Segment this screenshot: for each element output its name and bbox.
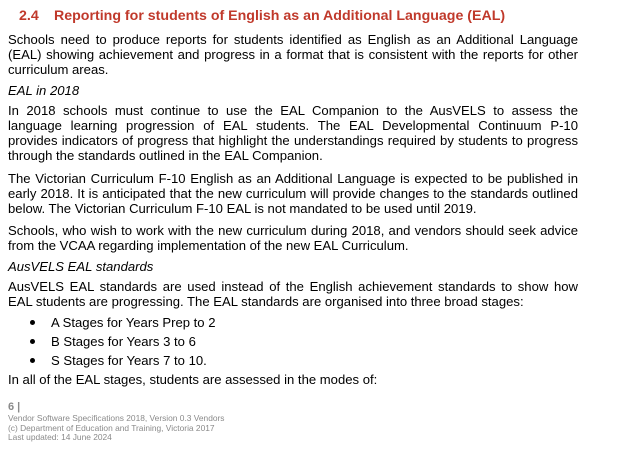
subheading-ausvels: AusVELS EAL standards bbox=[8, 258, 154, 274]
subheading-eal-2018: EAL in 2018 bbox=[8, 82, 80, 98]
bullet-icon bbox=[30, 339, 35, 344]
page-footer bbox=[8, 401, 225, 443]
paragraph-victorian-curriculum: The Victorian Curriculum F-10 English as an Additional Language is expected to be published in early 2018. It is anticipated that the new curriculum will provide changes to the standards outlined below. The Victorian Curriculum F-10 EAL is not mandated to be used until 2019. bbox=[8, 170, 578, 217]
bullet-icon bbox=[30, 320, 35, 325]
paragraph-ausvels-standards: AusVELS EAL standards are used instead of the English achievement standards to show how EAL students are progressing. The EAL standards are organised into three broad stages: bbox=[8, 278, 578, 310]
page-number: 6 | bbox=[8, 401, 21, 413]
paragraph-eal-companion: In 2018 schools must continue to use the EAL Companion to the AusVELS to assess the language learning progression of EAL students. The EAL Developmental Continuum P-10 provides indicators of progress that highlight the understandings required by students to progress through the standards outlined in the EAL Companion. bbox=[8, 102, 578, 164]
list-item: S Stages for Years 7 to 10. bbox=[8, 351, 578, 370]
list-item: A Stages for Years Prep to 2 bbox=[8, 313, 578, 332]
footer-line-updated: Last updated: 14 June 2024 bbox=[8, 432, 112, 443]
section-title: Reporting for students of English as an Additional Language (EAL) bbox=[54, 8, 506, 24]
section-number: 2.4 bbox=[19, 8, 39, 24]
paragraph-modes: In all of the EAL stages, students are assessed in the modes of: bbox=[8, 372, 378, 388]
document-page bbox=[8, 8, 578, 387]
bullet-icon bbox=[30, 358, 35, 363]
footer-line-spec: Vendor Software Specifications 2018, Version 0.3 Vendors bbox=[8, 413, 225, 423]
footer-line-copyright: (c) Department of Education and Training, Victoria 2017 bbox=[8, 422, 215, 433]
section-heading bbox=[19, 8, 578, 25]
stages-list bbox=[8, 313, 578, 370]
list-item: B Stages for Years 3 to 6 bbox=[8, 332, 578, 351]
paragraph-schools-advice: Schools, who wish to work with the new curriculum during 2018, and vendors should seek advice from the VCAA regarding implementation of the new EAL Curriculum. bbox=[8, 223, 578, 254]
intro-paragraph: Schools need to produce reports for students identified as English as an Additional Language (EAL) showing achievement and progress in a format that is consistent with the reports for other curriculum areas. bbox=[8, 32, 578, 78]
